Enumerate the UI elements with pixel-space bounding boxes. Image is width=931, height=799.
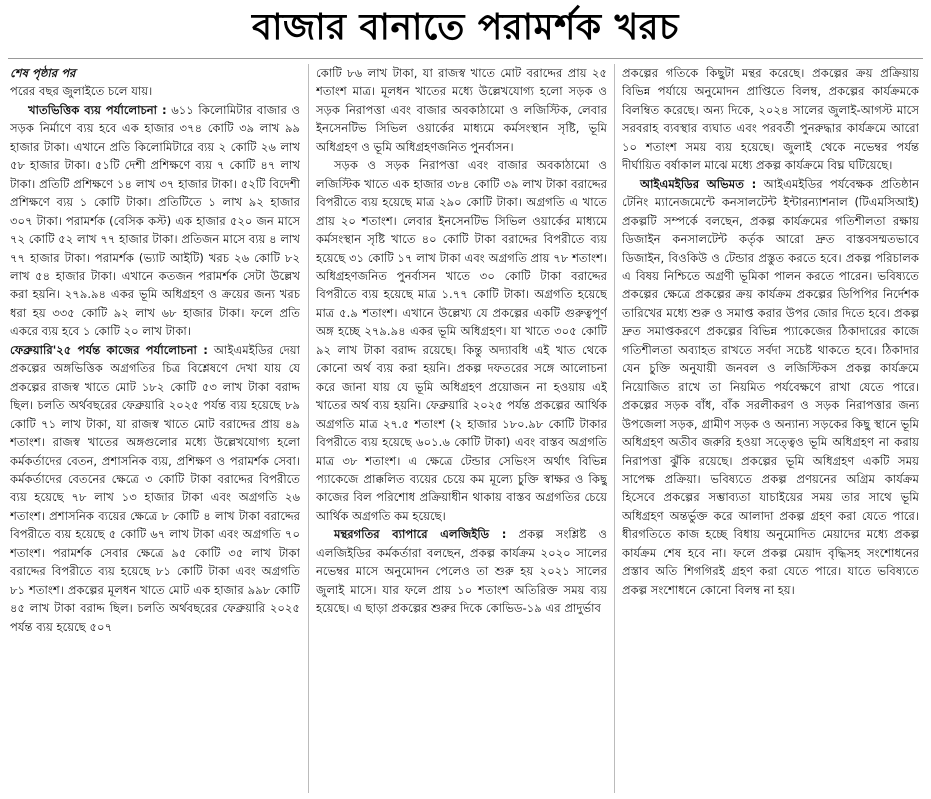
paragraph bbox=[316, 156, 607, 525]
paragraph-text: আইএমইডির পর্যবেক্ষক প্রতিষ্ঠান টেনিং ম্যানেজমেন্টে কনসালটেন্ট ইন্টারন্যাশনাল (টিএমসিআই) প্রকল্পটি সম্পর্কে বলছেন, প্রকল্প কার্যক্রমের গতিশীলতা রক্ষায় ডিজাইন কনসালটেন্ট কর্তৃক আরো দ্রুত বাস্তবসম্মতভাবে ডিজাইন, বিওকিউ ও টেন্ডার প্রস্তুত করতে হবে। প্রকল্প পরিচালক এ বিষয় নিশ্চিতে অগ্রণী ভূমিকা পালন করতে পারেন। ভবিষ্যতে প্রকল্পের ক্ষেত্রে প্রকল্পের ক্রয় কার্যক্রম প্রকল্পের ডিপিপির নির্দেশক তারিখের মধ্যে শুরু ও সমাপ্ত করার উপর জোর দিতে হবে। প্রকল্প দ্রুত সমাপ্তকরণে প্রকল্পের বিভিন্ন প্যাকেজের ঠিকাদারের কাজে গতিশীলতা অব্যাহত রাখতে সর্বদা সচেষ্ট থাকতে হবে। ঠিকাদার যেন চুক্তি অনুযায়ী জনবল ও লজিস্টিকস প্রকল্প কার্যক্রমে নিয়োজিত রাখে তা নিয়মিত পর্যবেক্ষণে রাখা যেতে পারে। প্রকল্পের সড়ক বাঁধ, বাঁক সরলীকরণ ও সড়ক নিরাপত্তার জন্য উপজেলা সড়ক, গ্রামীণ সড়ক ও অন্যান্য সড়কের কিছু স্থানে ভূমি অধিগ্রহণ অতীব জরুরি হওয়া সত্ত্বেও ভূমি অধিগ্রহণ না করায় নিরাপত্তা ঝুঁকি রয়েছে। প্রকল্পের ভূমি অধিগ্রহণ একটি সময় সাপেক্ষ প্রক্রিয়া। ভবিষ্যতে প্রকল্প প্রণয়নের অগ্রিম কার্যক্রম হিসেবে প্রকল্পের সম্ভাব্যতা যাচাইয়ের সময় তার সাথে ভূমি অধিগ্রহণ অন্তর্ভুক্ত করে আলাদা প্রকল্প গ্রহণ করা যেতে পারে। ধীরগতিতে কাজ হচ্ছে বিধায় অনুমোদিত মেয়াদের মধ্যে প্রকল্প কার্যক্রম শেষ হবে না। ফলে প্রকল্প মেয়াদ বৃদ্ধিসহ সংশোধনের প্রস্তাব অতি শিগগিরই গ্রহণ করা যেতে পারে। যাতে ভবিষ্যতে প্রকল্প সংশোধনে কোনো বিলম্ব না হয়। bbox=[622, 176, 919, 597]
paragraph bbox=[316, 64, 607, 156]
column-divider bbox=[308, 64, 309, 793]
article-column-2 bbox=[316, 64, 607, 795]
paragraph-text: ৬১১ কিলোমিটার বাজার ও সড়ক নির্মাণে ব্যয় হবে এক হাজার ৩৭৪ কোটি ৩৯ লাখ ৯৯ হাজার টাকা। এখানে প্রতি কিলোমিটারে ব্যয় ২ কোটি ২৬ লাখ ৫৮ হাজার টাকা। ৫১টি দেশী প্রশিক্ষণে ব্যয় ৭ কোটি ৪৭ লাখ টাকা। প্রতিটি প্রশিক্ষণে ১৪ লাখ ৩৭ হাজার টাকা। ৫২টি বিদেশী প্রশিক্ষণে ব্যয় ১ কোটি টাকা। প্রতিটিতে ১ লাখ ৯২ হাজার ৩০৭ টাকা। পরামর্শক (বেসিক কস্ট) এক হাজার ৫২০ জন মাসে ৭২ কোটি ৫২ লাখ ৭৭ হাজার টাকা। প্রতিজন মাসে ব্যয় ৪ লাখ ৭৭ হাজার টাকা। পরামর্শক (ভ্যাট আইটি) খরচ ২৬ কোটি ৮২ লাখ ৫৪ হাজার টাকা। এখানে কতজন পরামর্শক সেটা উল্লেখ করা হয়নি। ২৭৯.৯৪ একর ভূমি অধিগ্রহণ ও ক্রয়ের জন্য খরচ ধরা হয় ৩৩৫ কোটি ৯২ লাখ ৬৮ হাজার টাকা। ফলে প্রতি একরে ব্যয় হবে ১ কোটি ২০ লাখ টাকা। bbox=[10, 102, 300, 339]
headline: বাজার বানাতে পরামর্শক খরচ bbox=[252, 7, 679, 48]
paragraph-text: কোটি ৮৬ লাখ টাকা, যা রাজস্ব খাতে মোট বরাদ্দের প্রায় ২৫ শতাংশ মাত্র। মূলধন খাতের মধ্যে উল্লেখযোগ্য হলো সড়ক ও সড়ক নিরাপত্তা এবং বাজার অবকাঠামো ও লজিস্টিক, লেবার ইনসেনটিভ সিভিল ওয়ার্কের মাধ্যমে কর্মসংস্থান সৃষ্টি, ভূমি অধিগ্রহণ ও ভূমি অধিগ্রহণজনিত পুনর্বাসন। bbox=[316, 66, 607, 154]
paragraph bbox=[10, 101, 300, 341]
subheading: ফেব্রুয়ারি'২৫ পর্যন্ত কাজের পর্যালোচনা : bbox=[10, 342, 208, 357]
paragraph-text: আইএমইডির দেয়া প্রকল্পের অঙ্গভিত্তিক অগ্রগতির চিত্র বিশ্লেষণে দেখা যায় যে প্রকল্পের রাজস্ব খাতে মোট ১৮২ কোটি ৫৩ লাখ টাকা বরাদ্দ ছিল। চলতি অর্থবছরের ফেব্রুয়ারি ২০২৫ পর্যন্ত ব্যয় হয়েছে ৮৯ কোটি ৭১ লাখ টাকা, যা রাজস্ব খাতে মোট বরাদ্দের প্রায় ৪৯ শতাংশ। রাজস্ব খাতের অঙ্গগুলোর মধ্যে উল্লেখযোগ্য হলো কর্মকর্তাদের বেতন, প্রশাসনিক ব্যয়, প্রশিক্ষণ ও পরামর্শক সেবা। কর্মকর্তাদের বেতনের ক্ষেত্রে ৩ কোটি টাকা বরাদ্দের বিপরীতে ব্যয় হয়েছে ৭৮ লাখ ১৩ হাজার টাকা এবং অগ্রগতি ২৬ শতাংশ। প্রশাসনিক ব্যয়ের ক্ষেত্রে ৮ কোটি ৪ লাখ টাকা বরাদ্দের বিপরীতে ব্যয় হয়েছে ৫ কোটি ৬৭ লাখ টাকা এবং অগ্রগতি ৭০ শতাংশ। পরামর্শক সেবার ক্ষেত্রে ৯৫ কোটি ৩৫ লাখ টাকা বরাদ্দের বিপরীতে ব্যয় হয়েছে ৮১ কোটি টাকা এবং অগ্রগতি ৮১ শতাংশ। প্রকল্পের মূলধন খাতে মোট এক হাজার ৯৯৮ কোটি ৪৫ লাখ টাকা বরাদ্দ ছিল। চলতি অর্থবছরের ফেব্রুয়ারি ২০২৫ পর্যন্ত ব্যয় হয়েছে ৫০৭ bbox=[10, 342, 300, 634]
paragraph bbox=[622, 175, 919, 599]
headline-rule bbox=[8, 58, 923, 59]
subheading: আইএমইডির অভিমত : bbox=[640, 176, 757, 191]
paragraph bbox=[622, 64, 919, 175]
continuation-note bbox=[10, 64, 300, 82]
paragraph-text: সড়ক ও সড়ক নিরাপত্তা এবং বাজার অবকাঠামো ও লজিস্টিক খাতে এক হাজার ৩৮৪ কোটি ৩৯ লাখ টাকা বরাদ্দের বিপরীতে ব্যয় হয়েছে মাত্র ২৯০ কোটি টাকা। অগ্রগতি এ খাতে প্রায় ২০ শতাংশ। লেবার ইনসেনটিভ সিভিল ওয়ার্কের মাধ্যমে কর্মসংস্থান সৃষ্টি খাতে ৪০ কোটি টাকা বরাদ্দের বিপরীতে ব্যয় হয়েছে ৩১ কোটি ১৭ লাখ টাকা এবং অগ্রগতি প্রায় ৭৮ শতাংশ। অধিগ্রহণজনিত পুনর্বাসন খাতে ৩০ কোটি টাকা বরাদ্দের বিপরীতে ব্যয় হয়েছে মাত্র ১.৭৭ কোটি টাকা। অগ্রগতি হয়েছে মাত্র ৫.৯ শতাংশ। এখানে উল্লেখ্য যে প্রকল্পের একটি গুরুত্বপূর্ণ অঙ্গ হচ্ছে ২৭৯.৯৪ একর ভূমি অধিগ্রহণ। যা খাতে ৩০৫ কোটি ৯২ লাখ টাকা বরাদ্দ রয়েছে। কিন্তু অদ্যাবধি এই খাত থেকে কোনো অর্থ ব্যয় করা হয়নি। প্রকল্প দফতরের সঙ্গে আলোচনা করে জানা যায় যে ভূমি অধিগ্রহণ প্রয়োজন না হওয়ায় এই খাতের অর্থ ব্যয় হয়নি। ফেব্রুয়ারি ২০২৫ পর্যন্ত প্রকল্পের আর্থিক অগ্রগতি মাত্র ২৭.৫ শতাংশ (২ হাজার ১৮০.৯৮ কোটি টাকার বিপরীতে ব্যয় হয়েছে ৬০১.৬ কোটি টাকা) এবং বাস্তব অগ্রগতি মাত্র ৩৮ শতাংশ। এ ক্ষেত্রে টেন্ডার সেভিংস অর্থাৎ বিভিন্ন প্যাকেজে প্রাক্কলিত ব্যয়ের চেয়ে কম মূল্যে চুক্তি স্বাক্ষর ও কিছু কাজের বিল পরিশোধ প্রক্রিয়াধীন থাকায় বাস্তব অগ্রগতির চেয়ে আর্থিক অগ্রগতি কম হয়েছে। bbox=[316, 158, 607, 523]
column-divider bbox=[614, 64, 615, 793]
paragraph-text: পরের বছর জুলাইতে চলে যায়। bbox=[10, 84, 153, 99]
paragraph bbox=[10, 341, 300, 636]
article-column-3 bbox=[622, 64, 919, 795]
paragraph-text: প্রকল্পের গতিকে কিছুটা মন্থর করেছে। প্রকল্পের ক্রয় প্রক্রিয়ায় বিভিন্ন পর্যায়ে অনুমোদন প্রাপ্তিতে বিলম্ব, প্রকল্পের কার্যক্রমকে বিলম্বিত করেছে। অন্য দিকে, ২০২৪ সালের জুলাই-আগস্ট মাসে সরবরাহ ব্যবস্থার ব্যঘাত এবং পরবর্তী পুনরুদ্ধার কার্যক্রমে আরো ১০ শতাংশ সময় ব্যয় হয়েছে। জুলাই থেকে নভেম্বর পর্যন্ত দীর্ঘায়িত বর্ষাকাল মাঝে মধ্যে প্রকল্প কার্যক্রমে বিঘ্ন ঘটিয়েছে। bbox=[622, 66, 919, 173]
subheading: খাতভিত্তিক ব্যয় পর্যালোচনা : bbox=[28, 102, 167, 117]
subheading: মন্থরগতির ব্যাপারে এলজিইডি : bbox=[334, 527, 507, 542]
paragraph bbox=[10, 82, 300, 100]
continued-label: শেষ পৃষ্ঠার পর bbox=[10, 66, 76, 80]
article-column-1 bbox=[10, 64, 300, 795]
paragraph-text: প্রকল্প সংশ্লিষ্ট ও এলজিইডির কর্মকর্তারা বলছেন, প্রকল্প কার্যক্রম ২০২০ সালের নভেম্বর মাসে অনুমোদন পেলেও তা শুরু হয় ২০২১ সালের জুলাই মাসে। যার ফলে প্রায় ১০ শতাংশ অতিরিক্ত সময় ব্যয় হয়েছে। এ ছাড়া প্রকল্পের শুরুর দিকে কোভিড-১৯ এর প্রাদুর্ভাব bbox=[316, 527, 607, 616]
paragraph bbox=[316, 525, 607, 617]
